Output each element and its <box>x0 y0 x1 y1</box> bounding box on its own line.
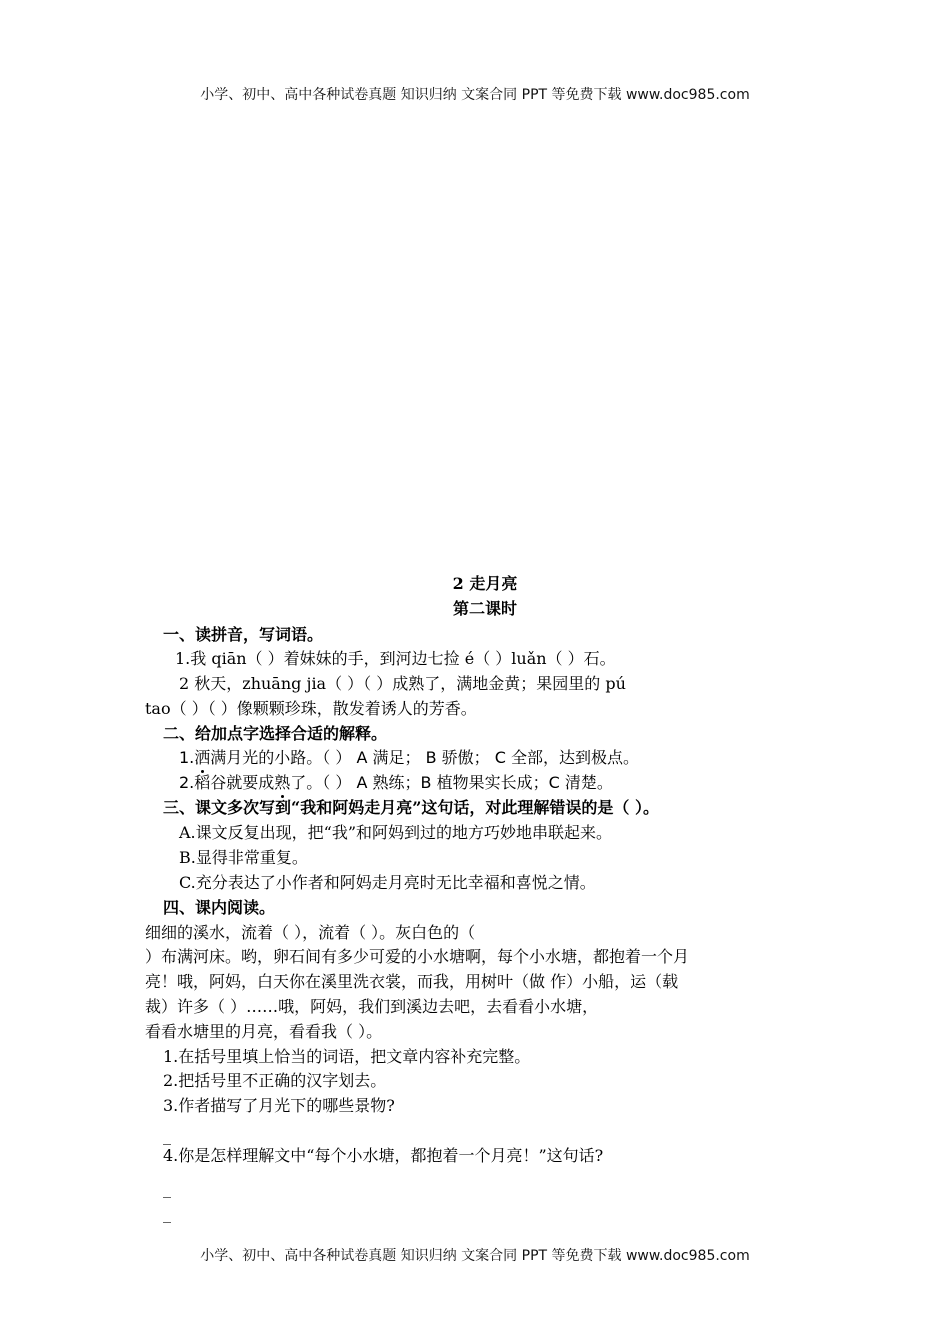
section-2-question-2 <box>179 772 613 794</box>
lesson-title: 2 走月亮 <box>452 574 518 593</box>
passage-line-1: 细细的溪水，流着（ ），流着（ ）。灰白色的（ <box>145 923 476 942</box>
section-2-question-1 <box>179 747 639 769</box>
reading-question-1: 1.在括号里填上恰当的词语，把文章内容补充完整。 <box>163 1047 531 1066</box>
passage-line-5: 看看水塘里的月亮，看看我（ ）。 <box>145 1022 383 1041</box>
section-1-heading: 一、读拼音，写词语。 <box>163 625 324 644</box>
q1-prefix: 1. <box>179 748 195 767</box>
lesson-subtitle: 第二课时 <box>452 599 517 618</box>
dotted-char-shu: 熟 <box>274 773 291 792</box>
section-4-heading: 四、课内阅读。 <box>163 898 276 917</box>
section-3-option-c: C.充分表达了小作者和阿妈走月亮时无比幸福和喜悦之情。 <box>179 873 596 892</box>
q1-rest: 满月光的小路。（ ） A 满足； B 骄傲； C 全部，达到极点。 <box>210 748 639 767</box>
section-3-option-a: A.课文反复出现，把“我”和阿妈到过的地方巧妙地串联起来。 <box>179 823 613 842</box>
passage-line-2: ）布满河床。哟，卵石间有多少可爱的小水塘啊，每个小水塘，都抱着一个月 <box>145 947 690 966</box>
section-3-option-b: B.显得非常重复。 <box>179 848 308 867</box>
section-1-question-2a: 2 秋天，zhuāng jia（ ）（ ）成熟了，满地金黄；果园里的 pú <box>179 674 626 693</box>
dotted-char-sa: 洒 <box>194 748 211 767</box>
q2-prefix: 2.稻谷就要成 <box>179 773 275 792</box>
answer-line-q4-2: _ <box>163 1204 171 1223</box>
section-2-heading: 二、给加点字选择合适的解释。 <box>163 724 388 743</box>
passage-line-3: 亮！哦，阿妈，白天你在溪里洗衣裳，而我，用树叶（做 作）小船，运（载 <box>145 972 679 991</box>
page-header: 小学、初中、高中各种试卷真题 知识归纳 文案合同 PPT 等免费下载 www.doc985.com <box>200 87 750 103</box>
q2-rest: 了。（ ） A 熟练；B 植物果实长成；C 清楚。 <box>290 773 613 792</box>
section-3-heading: 三、课文多次写到“我和阿妈走月亮”这句话，对此理解错误的是（ ）。 <box>163 798 659 817</box>
reading-question-4: 4.你是怎样理解文中“每个小水塘，都抱着一个月亮！”这句话? <box>163 1146 604 1165</box>
section-1-question-2b: tao（ ）（ ）像颗颗珍珠，散发着诱人的芳香。 <box>145 699 477 718</box>
passage-line-4: 裁）许多（ ）……哦，阿妈，我们到溪边去吧，去看看小水塘， <box>145 997 599 1016</box>
reading-question-3: 3.作者描写了月光下的哪些景物? <box>163 1096 395 1115</box>
section-1-question-1: 1.我 qiān（ ）着妹妹的手，到河边七捡 é（ ）luǎn（ ）石。 <box>175 649 616 668</box>
answer-line-q3: _ <box>163 1126 171 1145</box>
reading-question-2: 2.把括号里不正确的汉字划去。 <box>163 1071 387 1090</box>
page-footer: 小学、初中、高中各种试卷真题 知识归纳 文案合同 PPT 等免费下载 www.doc985.com <box>200 1248 750 1264</box>
answer-line-q4-1: _ <box>163 1179 171 1198</box>
